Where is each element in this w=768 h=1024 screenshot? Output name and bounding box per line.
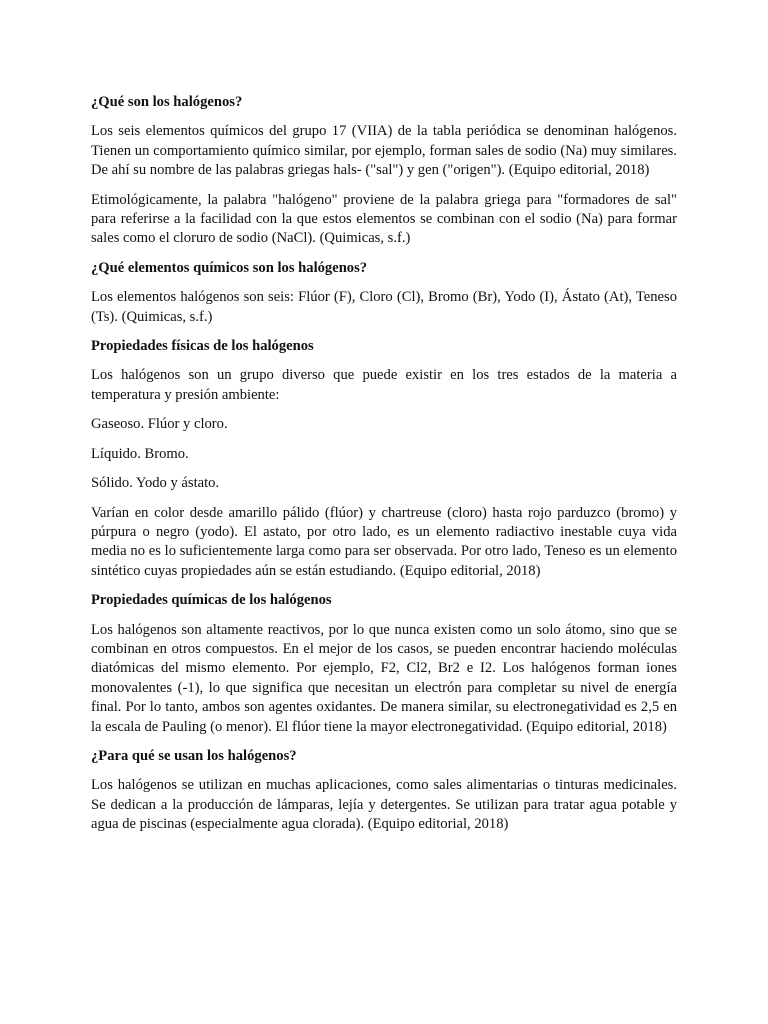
paragraph: Los halógenos son un grupo diverso que puede existir en los tres estados de la materia a temperatura y presión ambiente: bbox=[91, 367, 677, 403]
paragraph: Sólido. Yodo y ástato. bbox=[91, 475, 220, 492]
section-heading: Propiedades físicas de los halógenos bbox=[91, 338, 314, 355]
paragraph: Gaseoso. Flúor y cloro. bbox=[91, 416, 228, 433]
paragraph: Varían en color desde amarillo pálido (flúor) y chartreuse (cloro) hasta rojo parduzco (bromo) y púrpura o negro (yodo). El astato, por otro lado, es un elemento radiactivo inestable cuya vida media no es lo suficientemente larga como para ser observada. Por otro lado, Teneso es un elemento sintético cuyas propiedades aún se están estudiando. (Equipo editorial, 2018) bbox=[91, 504, 677, 579]
paragraph: Los elementos halógenos son seis: Flúor (F), Cloro (Cl), Bromo (Br), Yodo (I), Ástato (At), Teneso (Ts). (Quimicas, s.f.) bbox=[91, 289, 677, 325]
section-heading: ¿Para qué se usan los halógenos? bbox=[91, 747, 297, 764]
section-heading: ¿Qué elementos químicos son los halógenos? bbox=[91, 259, 368, 276]
paragraph: Los seis elementos químicos del grupo 17 (VIIA) de la tabla periódica se denominan halógenos. Tienen un comportamiento químico similar, por ejemplo, forman sales de sodio (Na) muy similares. De ahí su nombre de las palabras griegas hals- ("sal") y gen ("origen"). (Equipo editorial, 2018) bbox=[91, 123, 677, 179]
paragraph: Líquido. Bromo. bbox=[91, 445, 189, 462]
document-page bbox=[91, 93, 677, 845]
section-heading: ¿Qué son los halógenos? bbox=[91, 94, 243, 110]
paragraph: Los halógenos son altamente reactivos, por lo que nunca existen como un solo átomo, sino que se combinan en otros compuestos. En el mejor de los casos, se pueden encontrar haciendo moléculas diatómicas del mismo elemento. Por ejemplo, F2, Cl2, Br2 e I2. Los halógenos forman iones monovalentes (-1), lo que significa que necesitan un electrón para completar su nivel de energía final. Por lo tanto, ambos son agentes oxidantes. De manera similar, su electronegatividad es 2,5 en la escala de Pauling (o menor). El flúor tiene la mayor electronegatividad. (Equipo editorial, 2018) bbox=[91, 621, 677, 735]
paragraph: Etimológicamente, la palabra "halógeno" proviene de la palabra griega para "formadores de sal" para referirse a la facilidad con la que estos elementos se combinan con el sodio (Na) para formar sales como el cloruro de sodio (NaCl). (Quimicas, s.f.) bbox=[91, 191, 677, 247]
section-heading: Propiedades químicas de los halógenos bbox=[91, 592, 332, 609]
paragraph: Los halógenos se utilizan en muchas aplicaciones, como sales alimentarias o tinturas medicinales. Se dedican a la producción de lámparas, lejía y detergentes. Se utilizan para tratar agua potable y agua de piscinas (especialmente agua clorada). (Equipo editorial, 2018) bbox=[91, 777, 677, 833]
